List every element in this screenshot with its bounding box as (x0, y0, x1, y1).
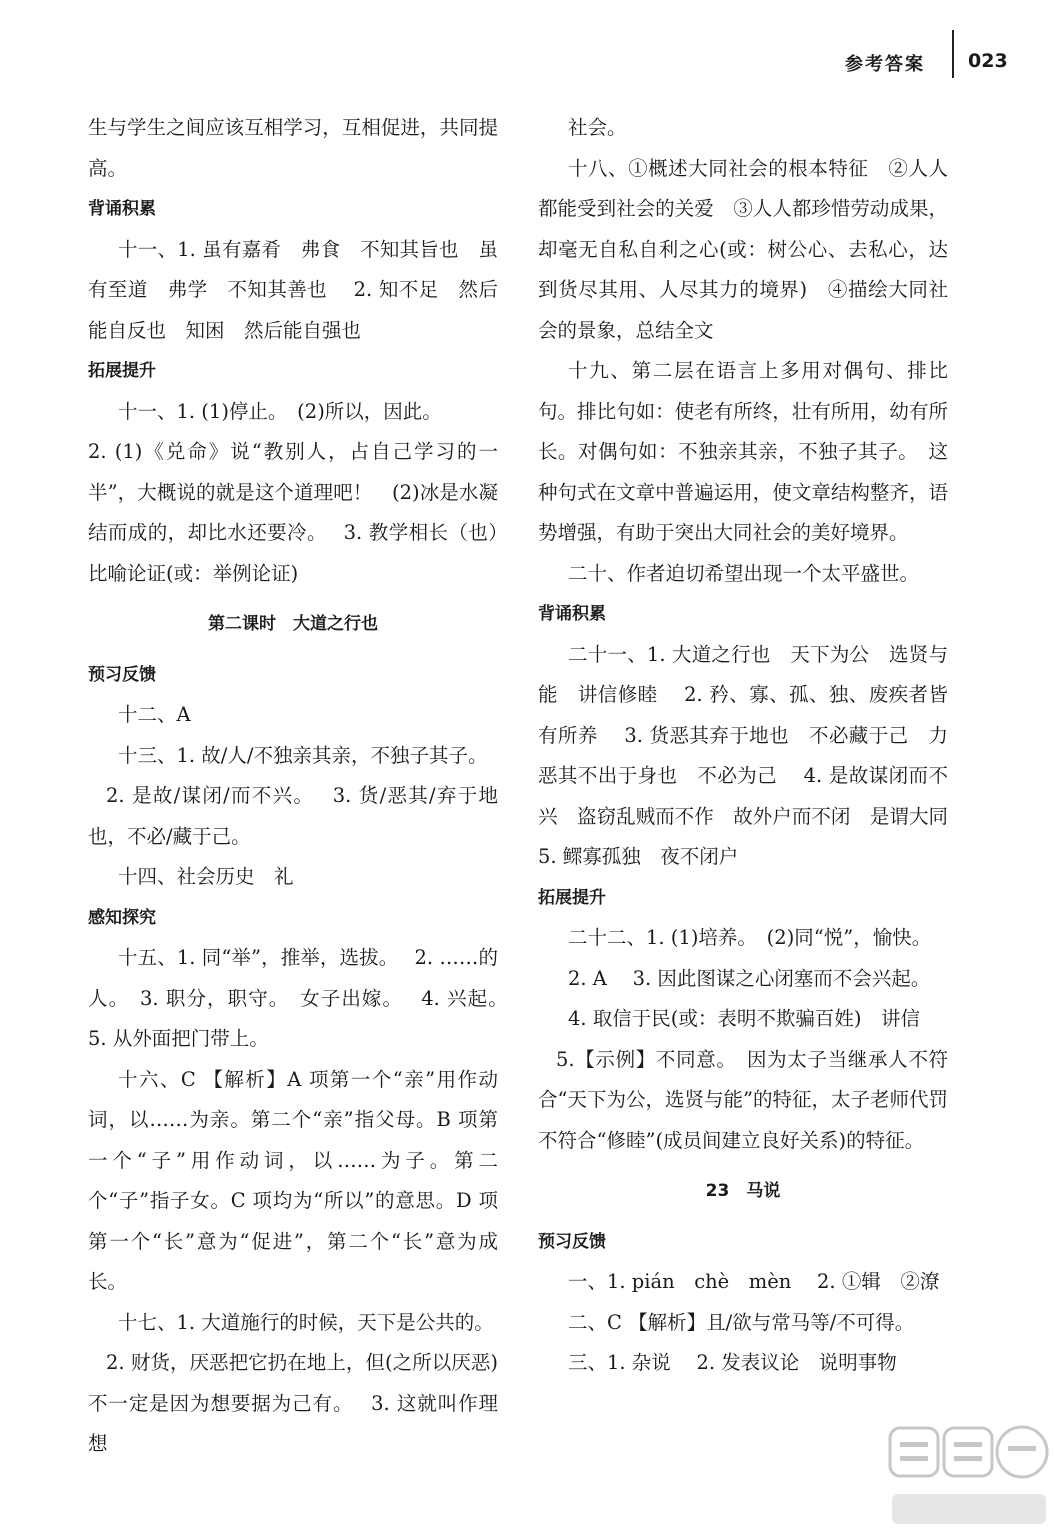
section-heading: 拓展提升 (538, 887, 606, 908)
answer-paragraph: 十九、第二层在语言上多用对偶句、排比句。排比句如：使老有所终，壮有所用，幼有所长。对偶句如：不独亲其亲，不独子其子。 这种句式在文章中普遍运用，使文章结构整齐，语势增强，有助于突出大同社会的美好境界。 (538, 359, 948, 544)
section-heading: 背诵积累 (88, 199, 156, 219)
answer-paragraph: 二十一、1. 大道之行也 天下为公 选贤与能 讲信修睦 2. 矜、寡、孤、独、废疾者皆有所养 3. 货恶其弃于地也 不必藏于己 力恶其不出于身也 不必为己 4. 是故谋闭而不兴 盗窃乱贼而不作 故外户而不闭 是谓大同 5. 鳏寡孤独 夜不闭户 (538, 642, 968, 868)
lesson-title: 23 马说 (705, 1181, 781, 1201)
section-heading: 拓展提升 (88, 361, 156, 381)
answer-paragraph: 4. 取信于民(或：表明不欺骗百姓) 讲信 (568, 1007, 921, 1030)
lesson-title: 第二课时 大道之行也 (208, 614, 378, 634)
section-heading: 感知探究 (88, 907, 156, 928)
answer-paragraph: 2. A 3. 因此图谋之心闭塞而不会兴起。 (568, 966, 931, 990)
answer-paragraph: 一、1. pián chè mèn 2. ①辑 ②潦 (568, 1270, 940, 1293)
answer-paragraph: 二十、作者迫切希望出现一个太平盛世。 (568, 561, 920, 585)
answer-paragraph: 二十二、1. (1)培养。 (2)同“悦”，愉快。 (568, 926, 932, 949)
answer-paragraph: 十四、社会历史 礼 (118, 865, 294, 888)
answer-paragraph: 十一、1. (1)停止。 (2)所以，因此。 (118, 399, 442, 423)
answer-paragraph: 2. 财货，厌恶把它扔在地上，但(之所以厌恶)不一定是因为想要据为己有。 3. 这就叫作理想 (88, 1351, 498, 1455)
answer-paragraph: 三、1. 杂说 2. 发表议论 说明事物 (568, 1351, 897, 1374)
answer-paragraph: 十二、A (118, 703, 191, 726)
left-column (88, 108, 518, 1465)
answer-paragraph: 5.【示例】不同意。 因为太子当继承人不符合“天下为公，选贤与能”的特征，太子老师代罚不符合“修睦”(成员间建立良好关系)的特征。 (538, 1047, 948, 1152)
answer-paragraph: 生与学生之间应该互相学习，互相促进，共同提高。 (88, 116, 498, 180)
header-divider (952, 30, 954, 78)
answer-paragraph: 十七、1. 大道施行的时候，天下是公共的。 (118, 1310, 494, 1334)
page-number: 023 (968, 50, 1008, 72)
answer-paragraph: 2. 是故/谋闭/而不兴。 3. 货/恶其/弃于地也，不必/藏于己。 (88, 784, 498, 848)
page-header (0, 0, 1055, 90)
answer-paragraph: 社会。 (568, 116, 627, 139)
answer-paragraph: 十一、1. 虽有嘉肴 弗食 不知其旨也 虽有至道 弗学 不知其善也 2. 知不足 然后能自反也 知困 然后能自强也 (88, 237, 498, 342)
answer-paragraph: 十八、①概述大同社会的根本特征 ②人人都能受到社会的关爱 ③人人都珍惜劳动成果，却毫无自私自利之心(或：树公心、去私心，达到货尽其用、人尽其力的境界) ④描绘大同社会的景象，总结全文 (538, 156, 948, 342)
header-title: 参考答案 (845, 54, 925, 75)
answer-paragraph: 十三、1. 故/人/不独亲其亲，不独子其子。 (118, 743, 488, 767)
answer-paragraph: 2. (1)《兑命》说“教别人，占自己学习的一半”，大概说的就是这个道理吧！ (2)冰是水凝结而成的，却比水还要冷。 3. 教学相长（也） 比喻论证(或：举例论证) (88, 440, 518, 585)
answer-paragraph: 二、C 【解析】且/欲与常马等/不可得。 (568, 1310, 915, 1334)
section-heading: 背诵积累 (538, 604, 606, 624)
watermark-logo (884, 1420, 1054, 1536)
section-heading: 预习反馈 (538, 1231, 606, 1252)
answer-paragraph: 十五、1. 同“举”，推举，选拔。 2. ……的人。 3. 职分，职守。 女子出嫁。 4. 兴起。 5. 从外面把门带上。 (88, 946, 518, 1050)
right-column (538, 108, 968, 1384)
answer-paragraph: 十六、C 【解析】A 项第一个“亲”用作动词，以……为亲。第二个“亲”指父母。B 项第一个“子”用作动词，以……为子。第二个“子”指子女。C 项均为“所以”的意思。D 项第一个“长”意为“促进”，第二个“长”意为成长。 (88, 1067, 498, 1293)
section-heading: 预习反馈 (88, 664, 156, 685)
